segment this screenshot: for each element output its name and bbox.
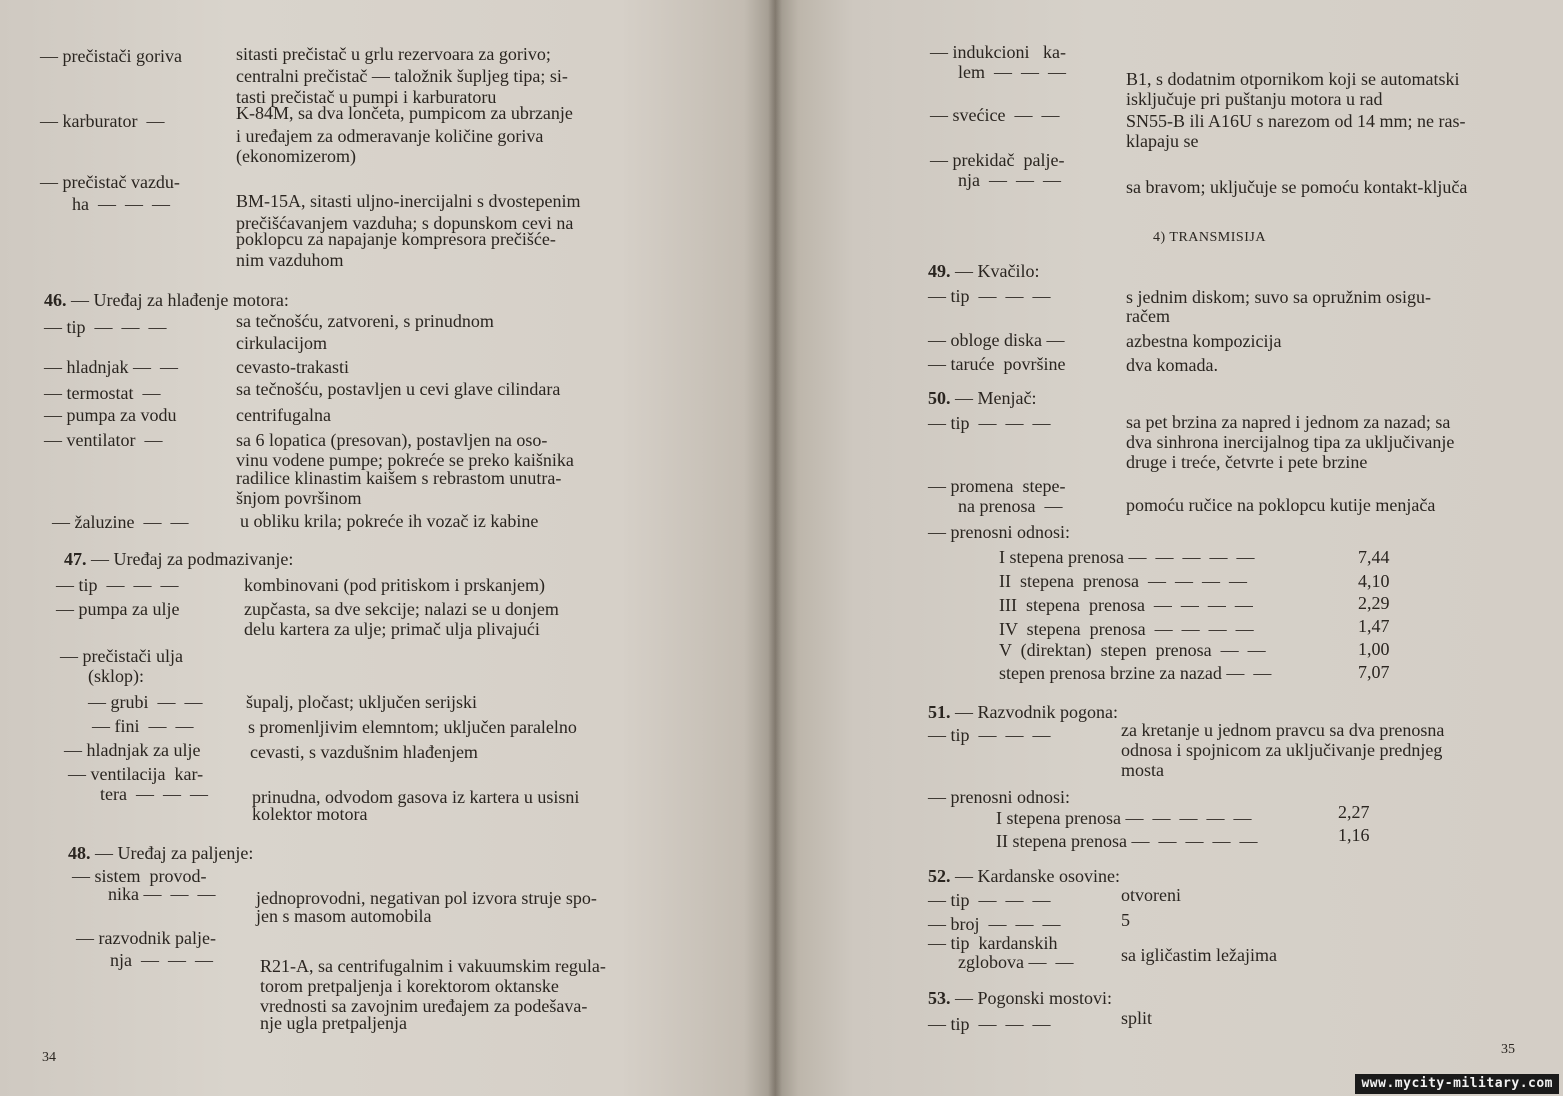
text-line: — tip — — — <box>928 413 1051 433</box>
text-line: jednoprovodni, negativan pol izvora struje spo- <box>256 888 597 908</box>
text-line: s promenljivim elemntom; uključen paralelno <box>248 717 577 737</box>
text-line: mosta <box>1121 760 1164 780</box>
text-line: poklopcu za napajanje kompresora prečišće- <box>236 229 556 249</box>
text-line: SN55-B ili A16U s narezom od 14 mm; ne ras- <box>1126 111 1466 131</box>
book-spine <box>768 0 782 1096</box>
text-line: II stepena prenosa — — — — — <box>996 831 1258 851</box>
section-number: 53. <box>928 988 951 1008</box>
text-line: — prenosni odnosi: <box>928 787 1070 807</box>
text-line: centrifugalna <box>236 405 331 425</box>
text-line: pomoću ručice na poklopcu kutije menjača <box>1126 495 1436 515</box>
site-watermark: www.mycity-military.com <box>1355 1074 1559 1094</box>
text-line: — tip — — — <box>56 575 179 595</box>
text-line: cevasto-trakasti <box>236 357 349 377</box>
text-line: stepen prenosa brzine za nazad — — <box>999 663 1272 683</box>
text-line: 51. — Razvodnik pogona: <box>928 702 1118 722</box>
text-line: sa bravom; uključuje se pomoću kontakt-ključa <box>1126 177 1468 197</box>
text-line: I stepena prenosa — — — — — <box>996 808 1252 828</box>
text-line: kombinovani (pod pritiskom i prskanjem) <box>244 575 545 595</box>
section-number: 48. <box>68 843 91 863</box>
text-line: dva komada. <box>1126 355 1218 375</box>
page-number-right: 35 <box>1501 1042 1515 1057</box>
text-line: — prečistači ulja <box>60 646 183 666</box>
text-line: u obliku krila; pokreće ih vozač iz kabine <box>240 511 539 531</box>
text-line: 2,27 <box>1338 802 1370 822</box>
text-line: — prekidač palje- <box>930 150 1065 170</box>
text-line: — tip — — — <box>928 286 1051 306</box>
text-line: 7,44 <box>1358 547 1390 567</box>
text-line: s jednim diskom; suvo sa opružnim osigu- <box>1126 287 1431 307</box>
section-number: 50. <box>928 388 951 408</box>
text-line: I stepena prenosa — — — — — <box>999 547 1255 567</box>
text-line: 1,47 <box>1358 616 1390 636</box>
text-line: — promena stepe- <box>928 476 1066 496</box>
section-number: 47. <box>64 549 87 569</box>
text-line: — tip — — — <box>44 317 167 337</box>
text-line: sa igličastim ležajima <box>1121 945 1277 965</box>
text-line: jen s masom automobila <box>256 906 432 926</box>
text-line: dva sinhrona inercijalnog tipa za uključivanje <box>1126 432 1455 452</box>
text-line: — prenosni odnosi: <box>928 522 1070 542</box>
text-line: 5 <box>1121 910 1130 930</box>
text-line: torom pretpaljenja i korektorom oktanske <box>260 976 559 996</box>
text-line: — tip kardanskih <box>928 933 1058 953</box>
text-line: — indukcioni ka- <box>930 42 1066 62</box>
text-line: B1, s dodatnim otpornikom koji se automatski <box>1126 69 1460 89</box>
text-line: — termostat — <box>44 383 161 403</box>
text-line: — žaluzine — — <box>52 512 189 532</box>
text-line: 49. — Kvačilo: <box>928 261 1040 281</box>
text-line: sa tečnošću, zatvoreni, s prinudnom <box>236 311 494 331</box>
text-line: cirkulacijom <box>236 333 327 353</box>
text-line: — razvodnik palje- <box>76 928 216 948</box>
text-line: 48. — Uređaj za paljenje: <box>68 843 254 863</box>
text-line: — ventilator — <box>44 430 163 450</box>
text-line: 7,07 <box>1358 662 1390 682</box>
text-line: 47. — Uređaj za podmazivanje: <box>64 549 294 569</box>
text-line: 50. — Menjač: <box>928 388 1037 408</box>
text-line: vinu vodene pumpe; pokreće se preko kaišnika <box>236 450 574 470</box>
text-line: 2,29 <box>1358 593 1390 613</box>
text-line: vrednosti sa zavojnim uređajem za podešava- <box>260 996 588 1016</box>
section-number: 51. <box>928 702 951 722</box>
text-line: azbestna kompozicija <box>1126 331 1282 351</box>
text-line: isključuje pri puštanju motora u rad <box>1126 89 1383 109</box>
text-line: — prečistač vazdu- <box>40 172 180 192</box>
section-number: 52. <box>928 866 951 886</box>
text-line: šupalj, pločast; uključen serijski <box>246 692 477 712</box>
text-line: šnjom površinom <box>236 488 362 508</box>
text-line: nika — — — <box>108 884 216 904</box>
text-line: 1,00 <box>1358 639 1390 659</box>
text-line: 46. — Uređaj za hlađenje motora: <box>44 290 289 310</box>
text-line: sa pet brzina za napred i jednom za nazad; sa <box>1126 412 1451 432</box>
text-line: — broj — — — <box>928 914 1061 934</box>
text-line: zglobova — — <box>958 952 1074 972</box>
text-line: sitasti prečistač u grlu rezervoara za gorivo; <box>236 44 551 64</box>
text-line: — hladnjak — — <box>44 357 178 377</box>
text-line: kolektor motora <box>252 804 368 824</box>
text-line: — prečistači goriva <box>40 46 182 66</box>
text-line: — hladnjak za ulje <box>64 740 201 760</box>
text-line: nje ugla pretpaljenja <box>260 1013 407 1033</box>
left-page <box>0 0 775 1096</box>
section-number: 49. <box>928 261 951 281</box>
text-line: klapaju se <box>1126 131 1199 151</box>
text-line: — fini — — <box>92 716 194 736</box>
text-line: sa tečnošću, postavljen u cevi glave cilindara <box>236 379 561 399</box>
text-line: 4,10 <box>1358 571 1390 591</box>
text-line: — svećice — — <box>930 105 1060 125</box>
text-line: — pumpa za vodu <box>44 405 177 425</box>
text-line: V (direktan) stepen prenosa — — <box>999 640 1266 660</box>
text-line: — tip — — — <box>928 725 1051 745</box>
text-line: 52. — Kardanske osovine: <box>928 866 1120 886</box>
text-line: nim vazduhom <box>236 250 344 270</box>
text-line: prinudna, odvodom gasova iz kartera u usisni <box>252 787 580 807</box>
text-line: R21-A, sa centrifugalnim i vakuumskim regula- <box>260 956 606 976</box>
text-line: račem <box>1126 306 1170 326</box>
text-line: IV stepena prenosa — — — — <box>999 619 1254 639</box>
text-line: prečišćavanjem vazduha; s dopunskom cevi na <box>236 213 574 233</box>
text-line: — taruće površine <box>928 354 1066 374</box>
text-line: — tip — — — <box>928 1014 1051 1034</box>
text-line: odnosa i spojnicom za uključivanje prednjeg <box>1121 740 1443 760</box>
right-page <box>775 0 1563 1096</box>
text-line: ha — — — <box>72 194 170 214</box>
text-line: — pumpa za ulje <box>56 599 180 619</box>
text-line: na prenosa — <box>958 496 1063 516</box>
text-line: druge i treće, četvrte i pete brzine <box>1126 452 1368 472</box>
text-line: — ventilacija kar- <box>68 764 204 784</box>
text-line: split <box>1121 1008 1153 1028</box>
text-line: nja — — — <box>110 950 213 970</box>
text-line: cevasti, s vazdušnim hlađenjem <box>250 742 478 762</box>
text-line: — obloge diska — <box>928 330 1065 350</box>
text-line: K-84M, sa dva lončeta, pumpicom za ubrzanje <box>236 103 573 123</box>
text-line: zupčasta, sa dve sekcije; nalazi se u donjem <box>244 599 559 619</box>
text-line: 1,16 <box>1338 825 1370 845</box>
text-line: III stepena prenosa — — — — <box>999 595 1253 615</box>
text-line: — karburator — <box>40 111 165 131</box>
text-line: (sklop): <box>88 666 144 686</box>
page-number-left: 34 <box>42 1050 56 1065</box>
section-heading: 4) TRANSMISIJA <box>1153 230 1266 245</box>
text-line: II stepena prenosa — — — — <box>999 571 1247 591</box>
text-line: 53. — Pogonski mostovi: <box>928 988 1113 1008</box>
text-line: — sistem provod- <box>72 866 207 886</box>
text-line: radilice klinastim kaišem s rebrastom unutra- <box>236 468 562 488</box>
text-line: otvoreni <box>1121 885 1181 905</box>
text-line: BM-15A, sitasti uljno-inercijalni s dvostepenim <box>236 191 581 211</box>
text-line: delu kartera za ulje; primač ulja plivajući <box>244 619 540 639</box>
text-line: nja — — — <box>958 170 1061 190</box>
text-line: — tip — — — <box>928 890 1051 910</box>
text-line: i uređajem za odmeravanje količine goriva <box>236 126 544 146</box>
text-line: za kretanje u jednom pravcu sa dva prenosna <box>1121 720 1445 740</box>
text-line: tera — — — <box>100 784 208 804</box>
section-number: 46. <box>44 290 67 310</box>
text-line: tasti prečistač u pumpi i karburatoru <box>236 87 497 107</box>
text-line: (ekonomizerom) <box>236 146 356 166</box>
text-line: — grubi — — <box>88 692 203 712</box>
text-line: lem — — — <box>958 62 1066 82</box>
text-line: sa 6 lopatica (presovan), postavljen na oso- <box>236 430 548 450</box>
text-line: centralni prečistač — taložnik šupljeg tipa; si- <box>236 66 568 86</box>
